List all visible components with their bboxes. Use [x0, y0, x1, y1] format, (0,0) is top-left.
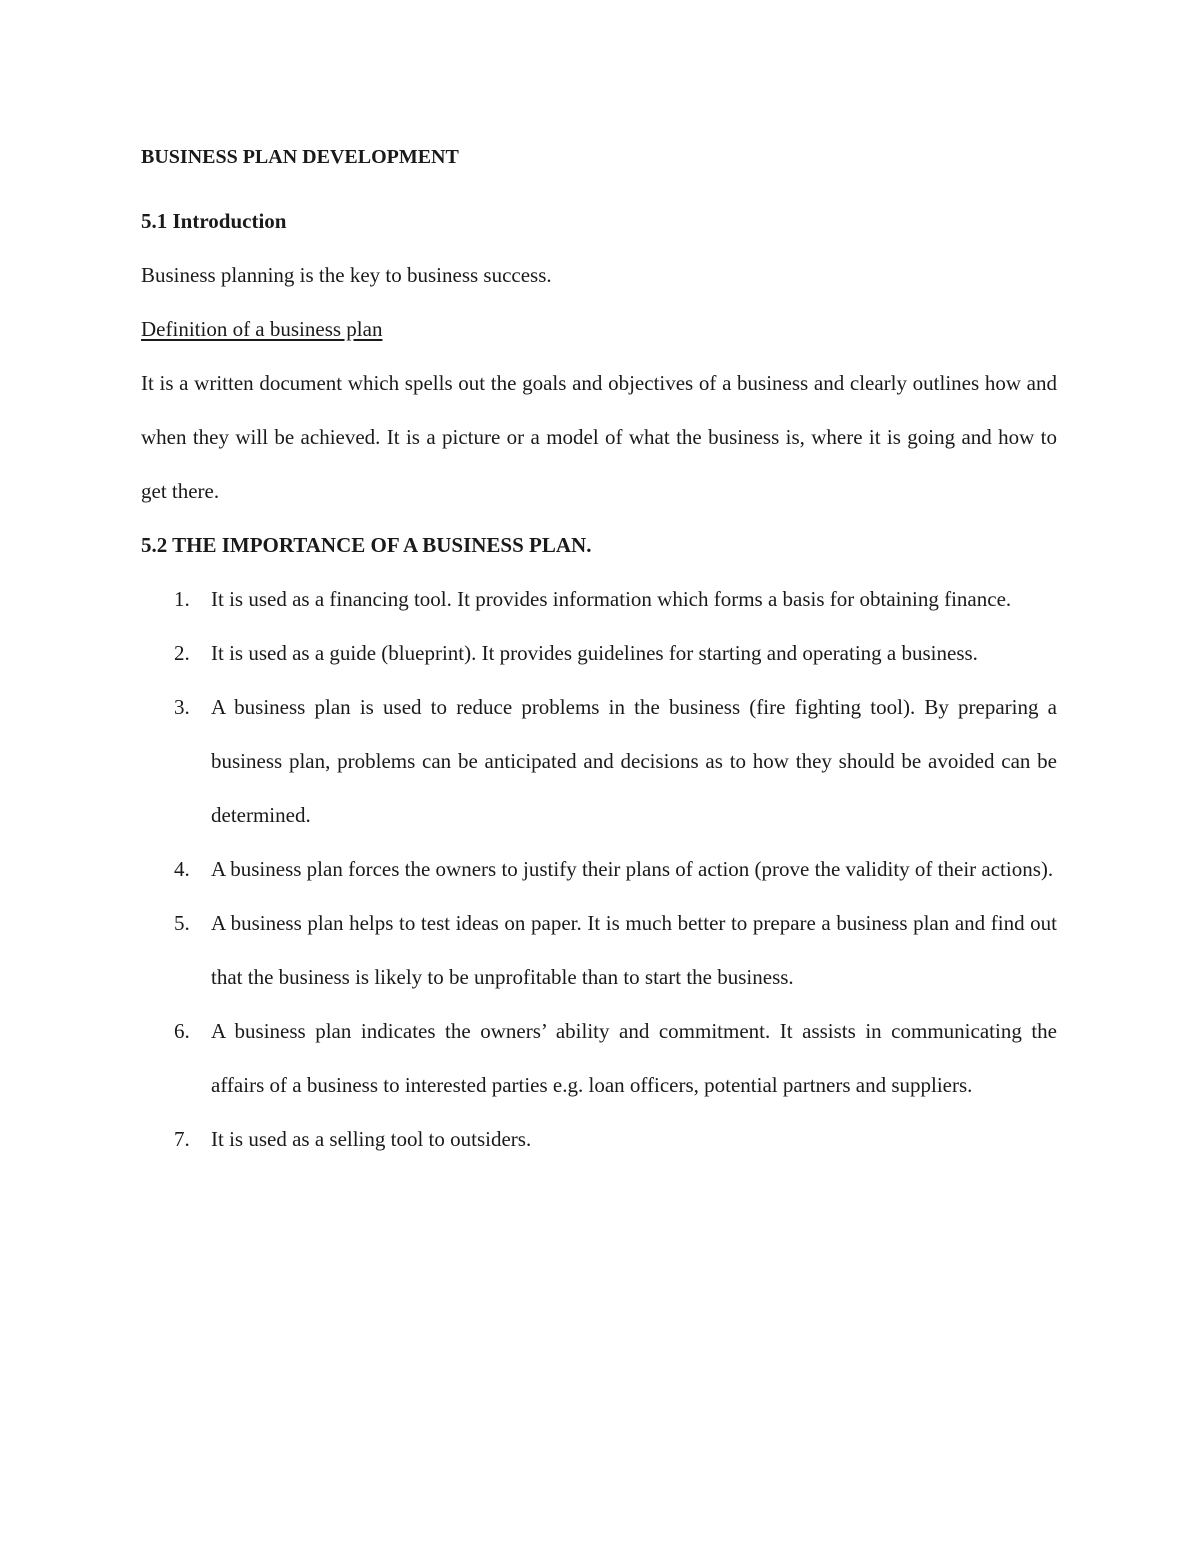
list-item-text: A business plan helps to test ideas on paper. It is much better to prepare a business plan and find out that the business is likely to be unprofitable than to start the business. — [211, 911, 1057, 989]
section-heading-introduction: 5.1 Introduction — [141, 209, 287, 233]
list-item-number: 2. — [174, 641, 190, 665]
definition-heading-text: Definition of a business plan — [141, 317, 383, 341]
list-item-number: 4. — [174, 857, 190, 881]
list-item — [141, 896, 1057, 1004]
section-heading-importance: 5.2 THE IMPORTANCE OF A BUSINESS PLAN. — [141, 533, 592, 557]
intro-sentence: Business planning is the key to business success. — [141, 263, 552, 287]
definition-heading — [141, 302, 1057, 356]
list-item — [141, 1004, 1057, 1112]
list-item — [141, 680, 1057, 842]
list-item — [141, 572, 1057, 626]
list-item-number: 7. — [174, 1127, 190, 1151]
list-item-text: It is used as a financing tool. It provides information which forms a basis for obtaining finance. — [211, 587, 1012, 611]
list-item-number: 5. — [174, 911, 190, 935]
list-item-text: It is used as a guide (blueprint). It provides guidelines for starting and operating a business. — [211, 641, 978, 665]
list-item-number: 6. — [174, 1019, 190, 1043]
list-item-number: 1. — [174, 587, 190, 611]
list-item — [141, 626, 1057, 680]
list-item-text: It is used as a selling tool to outsiders. — [211, 1127, 532, 1151]
document-title: BUSINESS PLAN DEVELOPMENT — [141, 146, 459, 168]
importance-list — [141, 572, 1057, 1166]
definition-paragraph: It is a written document which spells out the goals and objectives of a business and clearly outlines how and when they will be achieved. It is a picture or a model of what the business is, where it is going and how to get there. — [141, 371, 1057, 503]
document-body — [141, 140, 1057, 1166]
list-item-number: 3. — [174, 695, 190, 719]
list-item-text: A business plan is used to reduce problems in the business (fire fighting tool). By preparing a business plan, problems can be anticipated and decisions as to how they should be avoided can be determined. — [211, 695, 1057, 827]
list-item-text: A business plan indicates the owners’ ability and commitment. It assists in communicating the affairs of a business to interested parties e.g. loan officers, potential partners and suppliers. — [211, 1019, 1057, 1097]
list-item — [141, 1112, 1057, 1166]
list-item — [141, 842, 1057, 896]
list-item-text: A business plan forces the owners to justify their plans of action (prove the validity of their actions). — [211, 857, 1054, 881]
